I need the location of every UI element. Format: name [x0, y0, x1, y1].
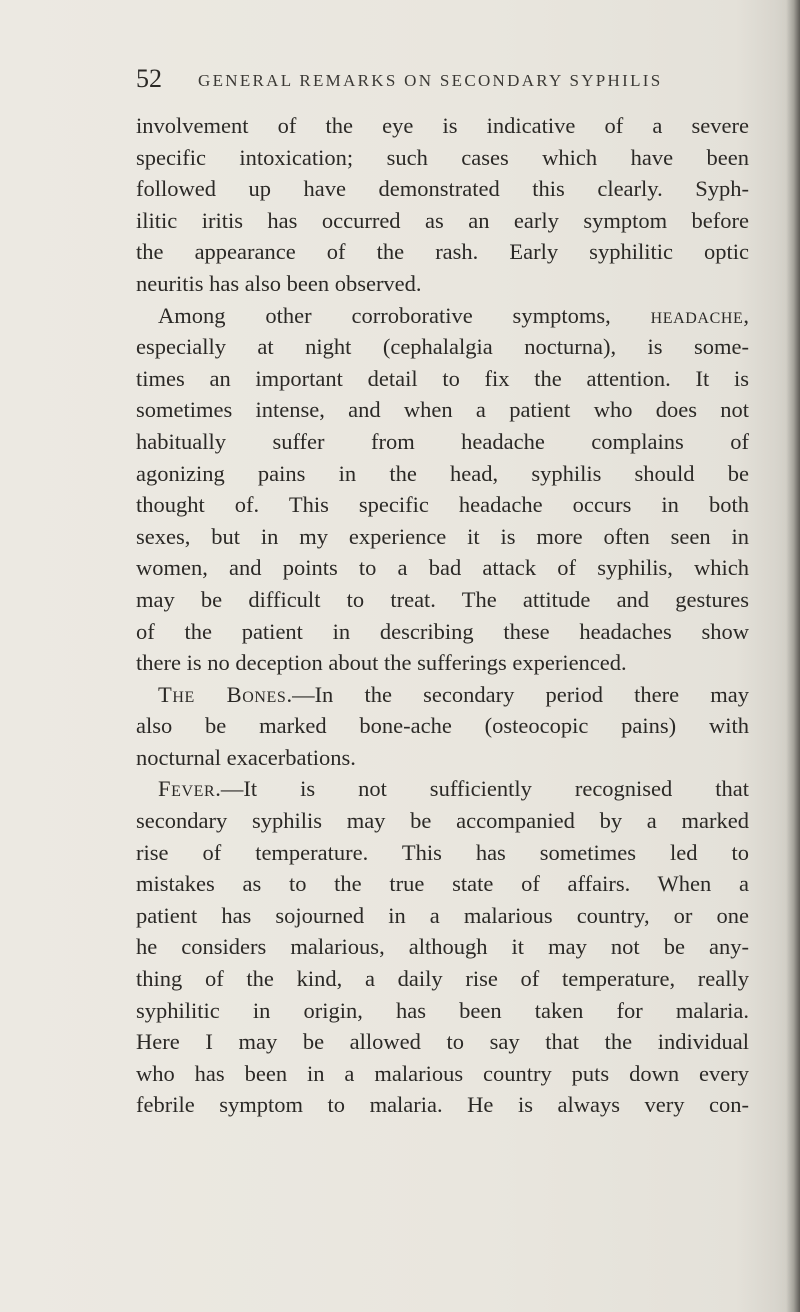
text-line: especially at night (cephalalgia nocturna), is some- [136, 334, 749, 360]
bones-paragraph-start: The Bones.—In the secondary period there may [158, 681, 750, 707]
text-line: syphilitic in origin, has been taken for malaria. [136, 997, 749, 1023]
text-line: may be difficult to treat. The attitude and gestures [136, 586, 749, 612]
text-line: rise of temperature. This has sometimes led to [136, 839, 749, 865]
text-line: neuritis has also been observed. [136, 270, 422, 296]
text-line: habitually suffer from headache complains of [136, 428, 749, 454]
text-line: he considers malarious, although it may not be any- [136, 934, 749, 960]
text-line: sometimes intense, and when a patient who does not [136, 397, 749, 423]
text-line: secondary syphilis may be accompanied by a marked [136, 808, 749, 834]
page-number: 52 [136, 64, 162, 93]
page-edge-shadow [786, 0, 800, 1312]
text-line: agonizing pains in the head, syphilis should be [136, 460, 749, 486]
text-line: febrile symptom to malaria. He is always very con- [136, 1092, 749, 1118]
text-line: the appearance of the rash. Early syphilitic optic [136, 239, 749, 265]
text-line: specific intoxication; such cases which have been [136, 144, 749, 170]
text-line: ilitic iritis has occurred as an early symptom before [136, 207, 749, 233]
text-line: also be marked bone-ache (osteocopic pains) with [136, 713, 749, 739]
text-line: followed up have demonstrated this clearly. Syph- [136, 176, 749, 202]
text-line: thought of. This specific headache occurs in both [136, 492, 749, 518]
text-line: mistakes as to the true state of affairs. When a [136, 871, 749, 897]
text-line: nocturnal exacerbations. [136, 744, 356, 770]
text-line: thing of the kind, a daily rise of temperature, really [136, 966, 749, 992]
text-line: sexes, but in my experience it is more often seen in [136, 523, 749, 549]
body-text [136, 110, 749, 1121]
text-line: times an important detail to fix the attention. It is [136, 365, 749, 391]
running-head: GENERAL REMARKS ON SECONDARY SYPHILIS [198, 71, 663, 90]
fever-heading: Fever [158, 776, 216, 802]
text-line: Here I may be allowed to say that the individual [136, 1029, 749, 1055]
page-header [136, 64, 756, 100]
bones-heading: The Bones [158, 681, 287, 707]
text-line: patient has sojourned in a malarious country, or one [136, 902, 749, 928]
text-line: who has been in a malarious country puts down every [136, 1060, 749, 1086]
fever-paragraph-start: Fever.—It is not sufficiently recognised that [158, 776, 749, 802]
text-line: involvement of the eye is indicative of a severe [136, 113, 749, 138]
text-line: women, and points to a bad attack of syphilis, which [136, 555, 749, 581]
text-line: there is no deception about the sufferings experienced. [136, 650, 627, 676]
text-line: of the patient in describing these headaches show [136, 618, 749, 644]
headache-heading: headache [650, 302, 744, 328]
headache-paragraph-start: Among other corroborative symptoms, headache, [158, 302, 749, 328]
